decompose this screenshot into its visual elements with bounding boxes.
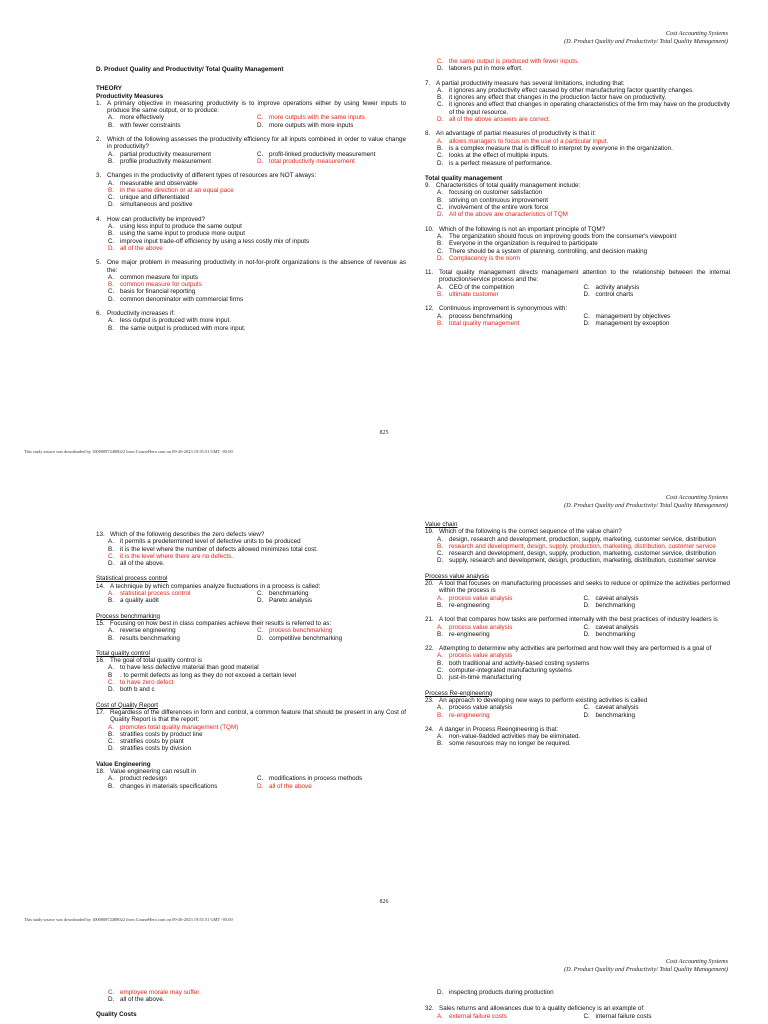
question: 11. Total quality management directs management attention to the relationship between the internal production/service process and the: A. CEO of the competition C. activity analysis B. ultimate customer D. control charts [425,269,730,299]
question: 24. A danger in Process Reengineering is that: A. non-value-9added activities may be eliminated. B. some resources may no longer be required. [425,725,581,748]
question: 13. Which of the following describes the zero defects view? A. it permits a predetermined level of defective units to be produced B. it is the level where the number of defects allowed minimizes total cost. C. it is the level where there are no defects. D. all of the above. [96,531,318,568]
question-continued: C. employee morale may suffer. D. all of the above. [108,989,201,1004]
question: 2. Which of the following assesses the productivity efficiency for all inputs combined in order to value change in productivity? A. partial productivity measurement C. profit-linked productivity measurement B. profile productivity measurement D. total productivity measurement [96,136,406,165]
question: 20. A tool that focuses on manufacturing processes and seeks to reduce or optimize the activities performed within the process is A. process value analysis C. caveat analysis B. re-engineering D. benchmarking [425,580,730,609]
right-column [425,989,730,1020]
page-827-partial [0,950,768,1024]
question: 1. A primary objective in measuring productivity is to improve operations either by using fewer inputs to produce the same output, or to produce: A. more effectively C. more outputs with the same inputs B. with fewer constraints D. more outputs with more inputs [96,99,406,129]
page-826 [0,490,768,950]
question: 7. A partial productivity measure has several limitations, including that: A. it ignores any productivity effect caused by other manufacturing factor quantity changes. B. it ignores any effect that changes in the production factor have on productivity. C. it ignores and effect that changes in operating characteristics of the firm may have on the productivity of the input resource. D. all of the above answers are correct. [425,79,730,124]
page-number: 826 [379,899,389,905]
section-title: D. Product Quality and Productivity/ Total Quality Management [96,66,284,73]
question: 10. Which of the following is not an important principle of TQM? A. The organization should focus on improving goods from the consumer's viewpoint B. Everyone in the organization is required to participate C. There should be a system of planning, controlling, and decision making D. Complacency is the norm [425,225,677,262]
subheading: Process Re-engineering [425,689,493,697]
question: 5. One major problem in measuring productivity in not-for-profit organizations is the absence of revenue as the: A. common measure for inputs B. common measure for outputs C. basis for financial reporting D. common denominator with commercial firms [96,259,406,303]
question: 15. Focusing on how best in class companies achieve their results is referred to as: A. reverse engineering C. process benchmarking B. results benchmarking D. competitive benchmarking [96,619,343,642]
question: 4. How can productivity be improved? A. using less input to produce the same output B. using the same input to produce more output C. improve input trade-off efficiency by using a less costly mix of inputs D. all of the above [96,215,310,252]
download-footer: This study source was downloaded by 100000872488022 from CourseHero.com on 09-26-2023 19:55:51 GMT -05:00 [24,917,233,922]
right-column [425,521,730,748]
question: 23. An approach to developing new ways to perform existing activities is called A. process value analysis C. caveat analysis B. re-engineering D. benchmarking [425,696,648,719]
question: 9. Characteristics of total quality management include: A. focusing on customer satisfaction B. striving on continuous improvement C. involvement of the entire work force D. All of the above are characteristics of TQM [425,182,581,219]
subheading: Total quality control [96,649,150,657]
question: 16. The goal of total quality control is A. to have less defective material than good material B . to permit defects as long as they do not exceed a certain level C. to have zero defect D. both b and c [96,657,297,694]
subheading: Value Engineering [96,760,151,768]
subheading: Process benchmarking [96,612,161,620]
download-footer: This study source was downloaded by 100000872488022 from CourseHero.com on 09-26-2023 19:55:51 GMT -05:00 [24,449,233,454]
question: 12. Continuous improvement is synonymous with: A. process benchmarking C. management by objectives B. total quality management D. management by exception [425,305,671,327]
page-number: 825 [379,430,389,436]
left-column [96,989,406,1018]
question: 22. Attempting to determine why activities are performed and how well they are performed is a goal of A. process value analysis B. both traditional and activity-based costing systems C. computer-integrated manufacturing systems D. just-in-time manufacturing [425,645,712,682]
question: 32. Sales returns and allowances due to a quality deficiency is an example of: A. external failure costs C. internal failure costs [425,1005,652,1020]
question: 3. Changes in the productivity of different types of resources are NOT always: A. measurable and observable B. in the same direction or at an equal pace C. unique and differentiated D. simultaneous and positive [96,172,317,209]
subheading: Statistical process control [96,575,168,583]
question: 17. Regardless of the differences in form and control, a common feature that should be present in any Cost of Quality Report is that the report: A. promotes total quality management (TQM) B. stratifies costs by product line C. stratifies costs by plant D. stratifies costs by division [96,708,406,753]
theory-heading: THEORY [96,85,123,93]
right-column [425,58,730,327]
left-column [96,66,406,332]
running-header: Cost Accounting Systems (D. Product Quality and Productivity/ Total Quality Management) [564,494,728,509]
subheading: Process value analysis [425,572,490,580]
question: 19. Which of the following is the correct sequence of the value chain? A. design, research and development, production, supply, marketing, customer service, distribution B. research and development, design, supply, production, marketing, distribution, customer service C. research and development, design, supply, production, marketing, customer service, distribution D. supply, research and development, design, production, marketing, distribution, customer service [425,528,716,565]
subheading: Value chain [425,521,458,528]
question-continued: C. the same output is produced with fewer inputs. D. laborers put in more effort. [437,58,579,73]
question: 6. Productivity increases if: A. less output is produced with more input. B. the same output is produced with more input. [96,310,246,332]
subheading: Total quality management [425,174,503,182]
question: 14. A technique by which companies analyze fluctuations in a process is called: A. statistical process control C. benchmarking B. a quality audit D. Pareto analysis [96,582,321,605]
left-column [96,531,406,790]
running-header: Cost Accounting Systems (D. Product Quality and Productivity/ Total Quality Management) [564,958,728,973]
subheading: Productivity Measures [96,92,164,100]
subheading: Quality Costs [96,1010,137,1018]
question-continued: D. inspecting products during production [437,989,554,996]
question: 21. A tool that compares how tasks are performed internally with the best practices of industry leaders is A. process value analysis C. caveat analysis B. re-engineering D. benchmarking [425,616,718,638]
question: 18. Value engineering can result in A. product redesign C. modifications in process methods B. changes in materials specifications D. all of the above [96,768,363,790]
running-header: Cost Accounting Systems (D. Product Quality and Productivity/ Total Quality Management) [564,30,728,45]
page-825 [0,0,768,460]
question: 8. An advantage of partial measures of productivity is that it: A. allows managers to focus on the use of a particular input. B. is a complex measure that is difficult to interpret by everyone in the organization. C. looks at the effect of multiple inputs. D. is a perfect measure of performance. [425,130,673,167]
subheading: Cost of Quality Report [96,701,158,709]
